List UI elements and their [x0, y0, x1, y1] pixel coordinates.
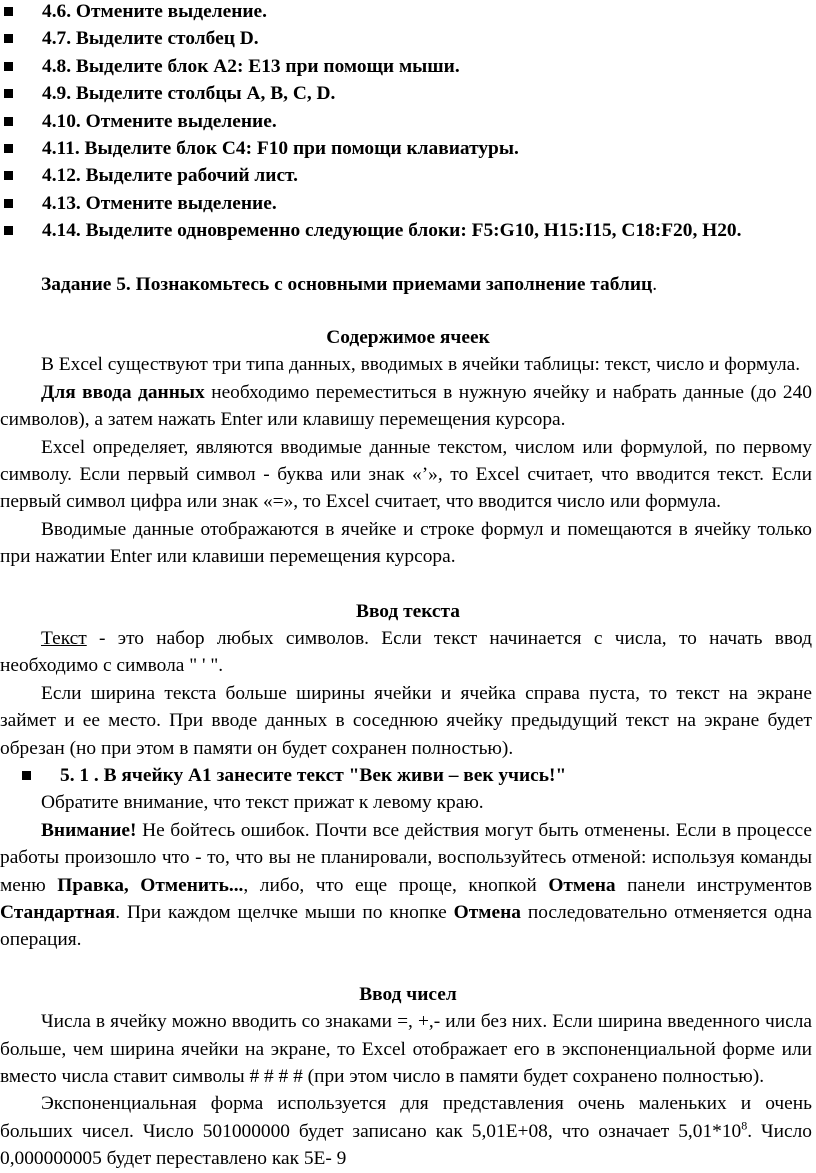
task-item: 5. 1 . В ячейку А1 занесите текст "Век живи – век учись!" [0, 762, 816, 789]
bullet-square-icon [4, 144, 13, 153]
bullet-square-icon [4, 117, 13, 126]
paragraph: Если ширина текста больше ширины ячейки и ячейка справа пуста, то текст на экране займет и ее место. При вводе данных в соседнюю ячейку предыдущий текст на экране будет обрезан (но при этом в памяти он будет сохранен полностью). [0, 682, 812, 759]
bullet-square-icon [22, 771, 31, 780]
task-5-heading: Задание 5. Познакомьтесь с основными приемами заполнение таблиц. [41, 273, 658, 295]
bullet-square-icon [4, 199, 13, 208]
bullet-square-icon [4, 226, 13, 235]
section-heading-cell-contents: Содержимое ячеек [326, 326, 490, 348]
section-heading-number-input: Ввод чисел [359, 983, 457, 1005]
bullet-square-icon [4, 89, 13, 98]
paragraph: Excel определяет, являются вводимые данные текстом, числом или формулой, по первому символу. Если первый символ - буква или знак «’», то Excel считает, что вводится текст. Если первый символ цифра или знак «=», то Excel считает, что вводится число или формула. [0, 436, 812, 513]
paragraph: Вводимые данные отображаются в ячейке и строке формул и помещаются в ячейку только при нажатии Enter или клавиши перемещения курсора. [0, 518, 812, 568]
list-item: 4.12. Выделите рабочий лист. [0, 162, 816, 189]
paragraph: Текст - это набор любых символов. Если текст начинается с числа, то начать ввод необходимо с символа " ' ". [0, 627, 812, 677]
bullet-square-icon [4, 62, 13, 71]
list-item: 4.14. Выделите одновременно следующие блоки: F5:G10, Н15:I15, C18:F20, Н20. [0, 217, 816, 244]
list-item: 4.8. Выделите блок А2: Е13 при помощи мыши. [0, 53, 816, 80]
list-item: 4.6. Отмените выделение. [0, 0, 816, 25]
bullet-square-icon [4, 34, 13, 43]
section-heading-text-input: Ввод текста [356, 600, 460, 622]
list-item: 4.11. Выделите блок С4: F10 при помощи клавиатуры. [0, 135, 816, 162]
paragraph: В Excel существуют три типа данных, вводимых в ячейки таблицы: текст, число и формула. [41, 354, 801, 376]
paragraph: Числа в ячейку можно вводить со знаками =, +,- или без них. Если ширина введенного числа больше, чем ширина ячейки на экране, то Excel отображает его в экспоненциальной форме или вместо числа ставит символы # # # # (при этом число в памяти будет сохранено полностью). [0, 1011, 812, 1088]
paragraph-warning: Внимание! Не бойтесь ошибок. Почти все действия могут быть отменены. Если в процессе работы произошло что - то, что вы не планировали, воспользуйтесь отменой: используя команды меню Правка, Отменить..., либо, что еще проще, кнопкой Отмена панели инструментов Стандартная. При каждом щелчке мыши по кнопке Отмена последовательно отменяется одна операция. [0, 819, 812, 951]
bullet-square-icon [4, 7, 13, 16]
bullet-square-icon [4, 171, 13, 180]
list-item: 4.9. Выделите столбцы А, В, С, D. [0, 80, 816, 107]
paragraph: Для ввода данных необходимо переместиться в нужную ячейку и набрать данные (до 240 символов), а затем нажать Enter или клавишу перемещения курсора. [0, 381, 813, 431]
list-item: 4.7. Выделите столбец D. [0, 25, 816, 52]
list-item: 4.13. Отмените выделение. [0, 190, 816, 217]
list-item: 4.10. Отмените выделение. [0, 108, 816, 135]
paragraph: Обратите внимание, что текст прижат к левому краю. [41, 792, 484, 814]
bulleted-list [0, 0, 816, 245]
paragraph: Экспоненциальная форма используется для представления очень маленьких и очень больших чисел. Число 501000000 будет записано как 5,01Е+08, что означает $5,01*10^8$. Число 0,000000005 будет переставлено как 5Е- 9 [0, 1093, 813, 1170]
